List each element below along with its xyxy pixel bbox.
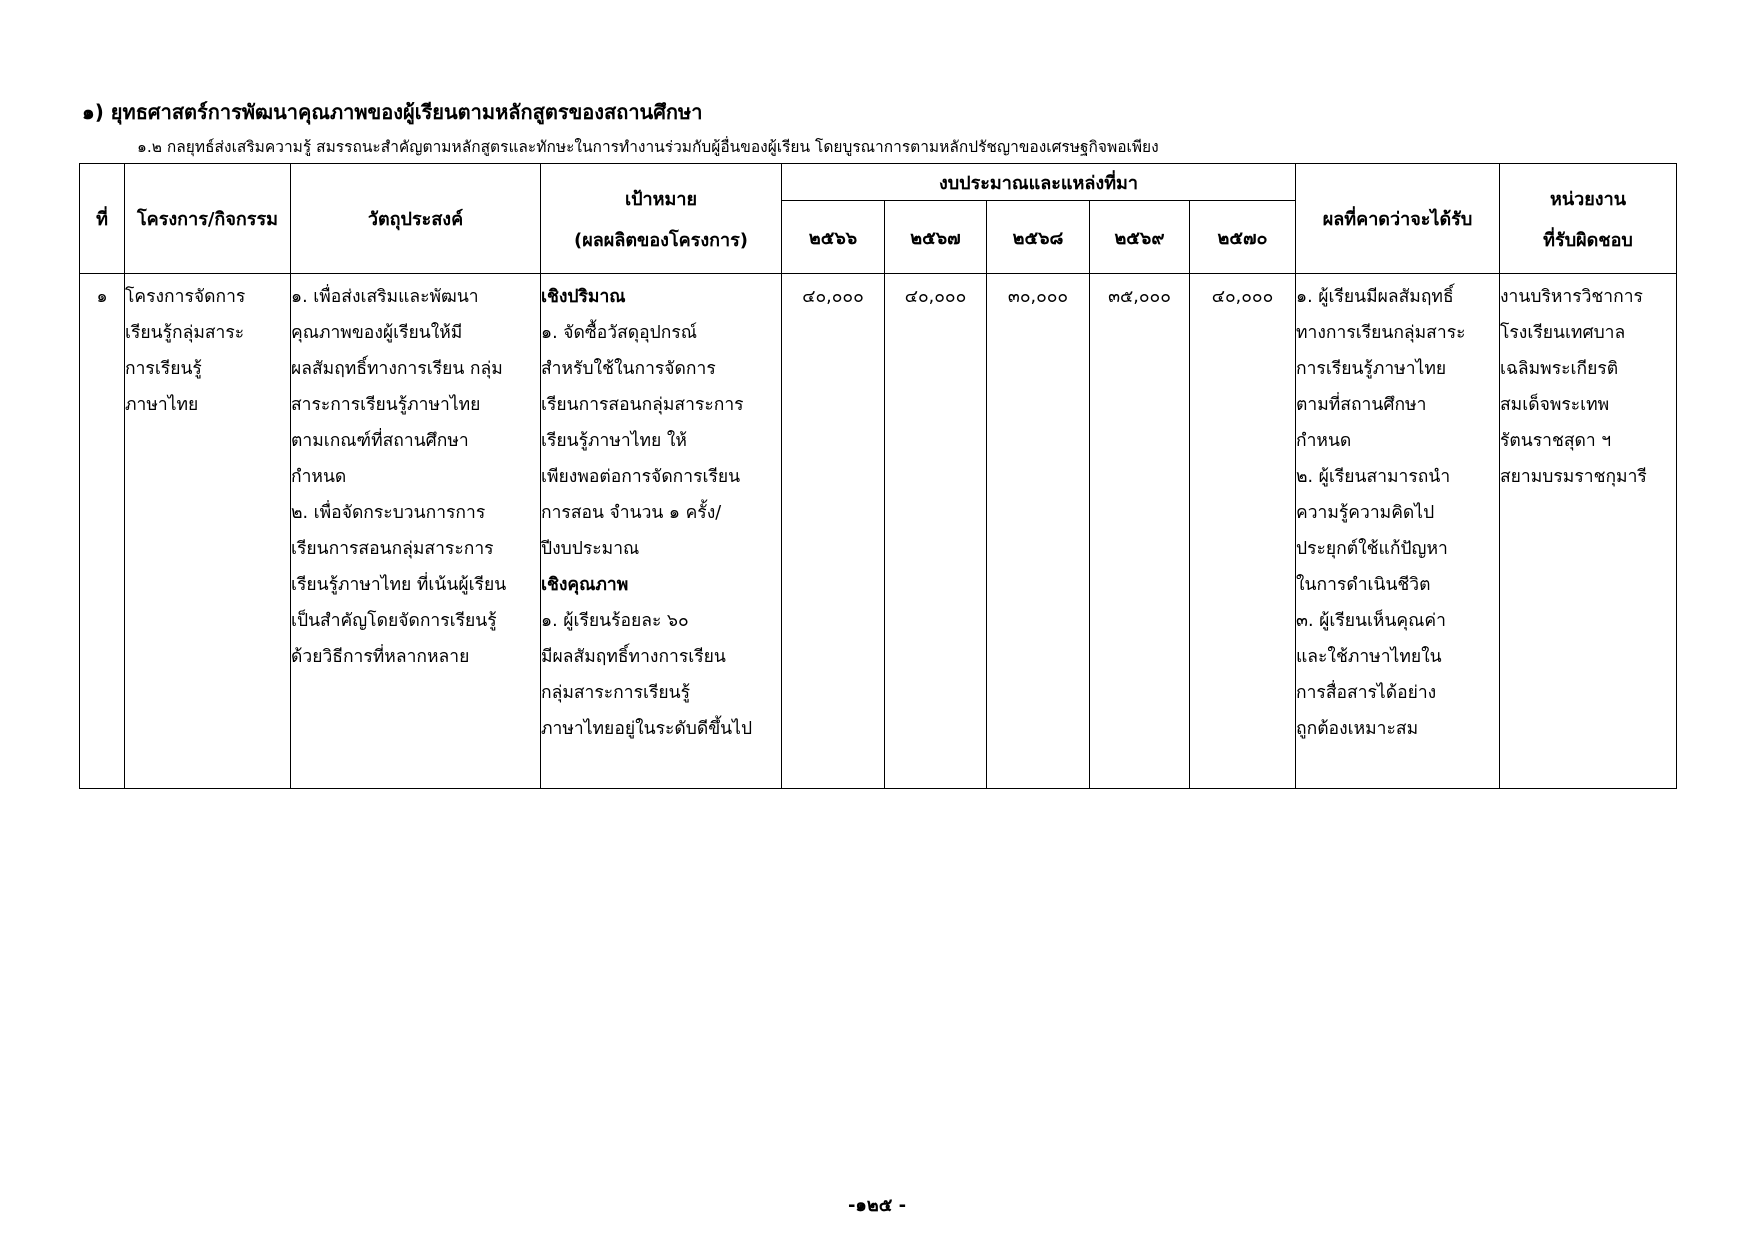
objective-line: คุณภาพของผู้เรียนให้มี [291, 323, 463, 343]
project-line: ภาษาไทย [125, 395, 199, 415]
unit-cell [1500, 274, 1677, 789]
strategy-subheading: ๑.๒ กลยุทธ์ส่งเสริมความรู้ สมรรถนะสำคัญตามหลักสูตรและทักษะในการทำงานร่วมกับผู้อื่นของผู้เรียน โดยบูรณาการตามหลักปรัชญาของเศรษฐกิจพอเพียง [137, 138, 1159, 156]
target-line: การสอน จำนวน ๑ ครั้ง/ [541, 503, 722, 523]
expected-line: ๑. ผู้เรียนมีผลสัมฤทธิ์ [1296, 287, 1454, 307]
header-target [541, 164, 782, 274]
budget-value: ๔๐,๐๐๐ [1190, 274, 1296, 789]
unit-line: โรงเรียนเทศบาล [1500, 323, 1626, 343]
expected-line: ๓. ผู้เรียนเห็นคุณค่า [1296, 611, 1446, 631]
expected-line: ความรู้ความคิดไป [1296, 503, 1435, 523]
table-header-row [80, 164, 1677, 201]
expected-line: ตามที่สถานศึกษา [1296, 395, 1427, 415]
target-quality-title: เชิงคุณภาพ [541, 575, 629, 595]
header-expected: ผลที่คาดว่าจะได้รับ [1296, 164, 1500, 274]
page-heading: ๑) ยุทธศาสตร์การพัฒนาคุณภาพของผู้เรียนตามหลักสูตรของสถานศึกษา [82, 100, 703, 124]
objective-line: เรียนรู้ภาษาไทย ที่เน้นผู้เรียน [291, 575, 507, 595]
expected-line: กำหนด [1296, 431, 1352, 451]
project-line: การเรียนรู้ [125, 359, 202, 379]
expected-cell [1296, 274, 1500, 789]
expected-line: ๒. ผู้เรียนสามารถนำ [1296, 467, 1451, 487]
unit-line: สมเด็จพระเทพ [1500, 395, 1610, 415]
project-line: เรียนรู้กลุ่มสาระ [125, 323, 245, 343]
budget-value: ๓๐,๐๐๐ [987, 274, 1090, 789]
objective-line: ตามเกณฑ์ที่สถานศึกษา [291, 431, 469, 451]
target-line: เพียงพอต่อการจัดการเรียน [541, 467, 741, 487]
objective-line: กำหนด [291, 467, 347, 487]
objective-line: เรียนการสอนกลุ่มสาระการ [291, 539, 494, 559]
unit-line: งานบริหารวิชาการ [1500, 287, 1643, 307]
expected-line: ถูกต้องเหมาะสม [1296, 719, 1419, 739]
target-line: ๑. จัดซื้อวัสดุอุปกรณ์ [541, 323, 697, 343]
header-unit [1500, 164, 1677, 274]
unit-line: เฉลิมพระเกียรติ [1500, 359, 1619, 379]
budget-value: ๔๐,๐๐๐ [885, 274, 987, 789]
unit-line: สยามบรมราชกุมารี [1500, 467, 1647, 487]
header-unit-line-1: หน่วยงาน [1549, 188, 1627, 210]
target-line: สำหรับใช้ในการจัดการ [541, 359, 716, 379]
page-number: -๑๒๕ - [847, 1195, 907, 1216]
objective-line: ผลสัมฤทธิ์ทางการเรียน กลุ่ม [291, 359, 503, 379]
expected-line: ทางการเรียนกลุ่มสาระ [1296, 323, 1466, 343]
row-number: ๑ [80, 274, 125, 789]
target-line: กลุ่มสาระการเรียนรู้ [541, 683, 690, 703]
target-cell [541, 274, 782, 789]
header-year: ๒๕๖๖ [782, 201, 885, 274]
budget-value: ๓๕,๐๐๐ [1090, 274, 1190, 789]
target-line: เรียนการสอนกลุ่มสาระการ [541, 395, 744, 415]
header-year: ๒๕๗๐ [1190, 201, 1296, 274]
expected-line: ในการดำเนินชีวิต [1296, 575, 1431, 595]
header-year: ๒๕๖๙ [1090, 201, 1190, 274]
expected-line: การเรียนรู้ภาษาไทย [1296, 359, 1447, 379]
project-cell [125, 274, 291, 789]
header-no: ที่ [80, 164, 125, 274]
objective-line: ๑. เพื่อส่งเสริมและพัฒนา [291, 287, 479, 307]
expected-line: การสื่อสารได้อย่าง [1296, 683, 1437, 703]
objective-line: ๒. เพื่อจัดกระบวนการการ [291, 503, 486, 523]
target-line: เรียนรู้ภาษาไทย ให้ [541, 431, 687, 451]
header-unit-line-2: ที่รับผิดชอบ [1543, 229, 1633, 251]
header-year: ๒๕๖๘ [987, 201, 1090, 274]
header-budget: งบประมาณและแหล่งที่มา [782, 164, 1296, 201]
target-line: ปีงบประมาณ [541, 539, 640, 559]
objective-cell [291, 274, 541, 789]
header-project: โครงการ/กิจกรรม [125, 164, 291, 274]
project-line: โครงการจัดการ [125, 287, 246, 307]
expected-line: ประยุกต์ใช้แก้ปัญหา [1296, 539, 1448, 559]
target-line: มีผลสัมฤทธิ์ทางการเรียน [541, 647, 726, 667]
expected-line: และใช้ภาษาไทยใน [1296, 647, 1442, 667]
project-plan-table [79, 163, 1677, 789]
target-quantity-title: เชิงปริมาณ [541, 287, 626, 307]
budget-value: ๔๐,๐๐๐ [782, 274, 885, 789]
unit-line: รัตนราชสุดา ฯ [1500, 431, 1612, 451]
header-target-title: เป้าหมาย [624, 188, 698, 210]
target-line: ภาษาไทยอยู่ในระดับดีขึ้นไป [541, 719, 753, 739]
header-year: ๒๕๖๗ [885, 201, 987, 274]
objective-line: สาระการเรียนรู้ภาษาไทย [291, 395, 481, 415]
header-target-subtitle: (ผลผลิตของโครงการ) [573, 229, 749, 251]
objective-line: เป็นสำคัญโดยจัดการเรียนรู้ [291, 611, 497, 631]
table-row [80, 274, 1677, 789]
header-objective: วัตถุประสงค์ [291, 164, 541, 274]
objective-line: ด้วยวิธีการที่หลากหลาย [291, 647, 470, 667]
target-line: ๑. ผู้เรียนร้อยละ ๖๐ [541, 611, 689, 631]
